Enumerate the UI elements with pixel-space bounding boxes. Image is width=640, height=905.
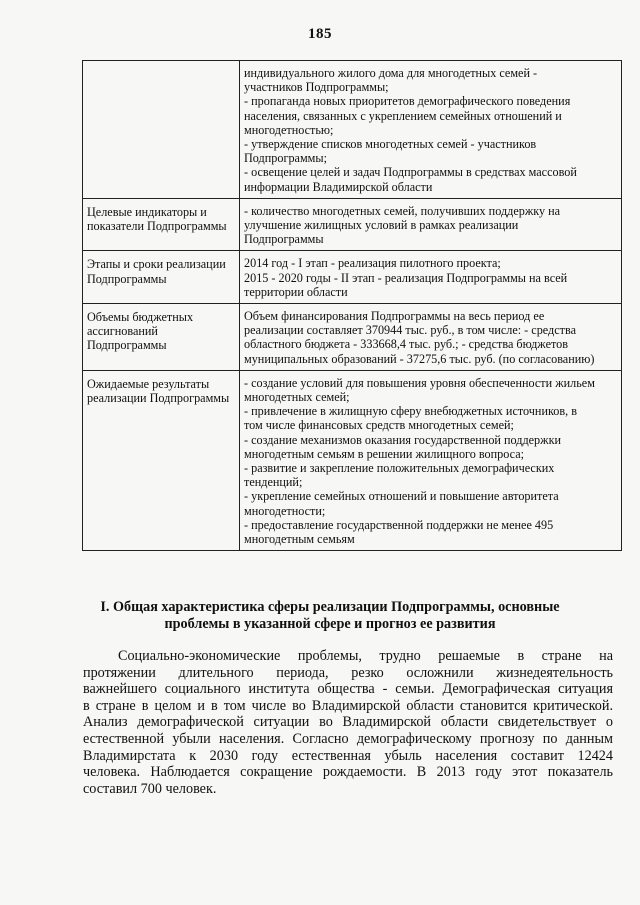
paragraph-line: естественной убыли населения. Согласно демографическому прогнозу по данным xyxy=(83,730,613,747)
row-content xyxy=(240,251,622,304)
label-line: реализации Подпрограммы xyxy=(87,391,230,406)
content-line: - развитие и закрепление положительных демографических xyxy=(244,461,555,476)
content-line: тенденций; xyxy=(244,475,303,490)
content-line: - предоставление государственной поддержки не менее 495 xyxy=(244,517,554,532)
section-heading xyxy=(60,599,600,633)
content-line: информации Владимирской области xyxy=(244,179,433,194)
label-line: Ожидаемые результаты xyxy=(87,376,210,391)
content-line: многодетностью; xyxy=(244,122,334,137)
heading-line: I. Общая характеристика сферы реализации Подпрограммы, основные xyxy=(100,599,560,615)
paragraph-line: Владимирстата к 2030 году естественная убыль населения составит 12424 xyxy=(83,747,613,764)
content-line: муниципальных образований - 37275,6 тыс. руб. (по согласованию) xyxy=(244,351,595,366)
table-row xyxy=(83,370,622,550)
label-line: показатели Подпрограммы xyxy=(87,219,227,234)
content-line: - создание условий для повышения уровня обеспеченности жильем xyxy=(244,375,595,390)
subprogram-passport-table xyxy=(82,60,622,551)
content-line: территории области xyxy=(244,284,348,299)
body-paragraph xyxy=(83,648,613,797)
content-line: том числе финансовых средств многодетных семей; xyxy=(244,418,514,433)
content-line: - освещение целей и задач Подпрограммы в средствах массовой xyxy=(244,165,577,180)
content-line: многодетных семей; xyxy=(244,390,350,405)
content-line: реализации составляет 370944 тыс. руб., в том числе: - средства xyxy=(244,323,576,338)
content-line: населения, связанных с укреплением семейных отношений и xyxy=(244,108,562,123)
paragraph-line: важнейшего социального института общества - семьи. Демографическая ситуация xyxy=(83,681,613,698)
label-line: Подпрограммы xyxy=(87,338,167,353)
row-label xyxy=(83,251,240,304)
row-label xyxy=(83,304,240,371)
content-line: Подпрограммы; xyxy=(244,151,327,166)
row-label xyxy=(83,370,240,550)
content-line: - количество многодетных семей, получивших поддержку на xyxy=(244,203,561,218)
content-line: - укрепление семейных отношений и повышение авторитета xyxy=(244,489,559,504)
heading-line: проблемы в указанной сфере и прогноз ее развития xyxy=(164,616,496,632)
content-line: областного бюджета - 333668,4 тыс. руб.; - средства бюджетов xyxy=(244,337,568,352)
content-line: многодетности; xyxy=(244,503,326,518)
label-line: Подпрограммы xyxy=(87,271,167,286)
table-row xyxy=(83,198,622,251)
label-line: Объемы бюджетных xyxy=(87,310,194,325)
content-line: Объем финансирования Подпрограммы на весь период ее xyxy=(244,309,545,324)
table-row xyxy=(83,61,622,199)
label-line: Целевые индикаторы и xyxy=(87,204,207,219)
content-line: многодетным семьям в решении жилищного вопроса; xyxy=(244,446,525,461)
page-number: 185 xyxy=(308,26,332,42)
row-label xyxy=(83,61,240,199)
table-row xyxy=(83,251,622,304)
content-line: 2015 - 2020 годы - II этап - реализация Подпрограммы на всей xyxy=(244,270,568,285)
content-line: улучшение жилищных условий в рамках реализации xyxy=(244,218,519,233)
paragraph-line: в стране в целом и в том числе во Владимирской области становится критической. xyxy=(83,697,613,714)
table-row xyxy=(83,304,622,371)
paragraph-line: составил 700 человек. xyxy=(83,780,217,797)
paragraph-line: протяжении длительного периода, резко осложнили жизнедеятельность xyxy=(83,664,613,681)
paragraph-line: Социально-экономические проблемы, трудно решаемые в стране на xyxy=(118,648,613,664)
content-line: - привлечение в жилищную сферу внебюджетных источников, в xyxy=(244,404,577,419)
content-line: многодетным семьям xyxy=(244,532,355,547)
content-line: индивидуального жилого дома для многодетных семей - xyxy=(244,66,538,80)
content-line: участников Подпрограммы; xyxy=(244,80,389,95)
row-content xyxy=(240,370,622,550)
paragraph-line: человека. Наблюдается сокращение рождаемости. В 2013 году этот показатель xyxy=(83,764,613,781)
row-label xyxy=(83,198,240,251)
row-content xyxy=(240,304,622,371)
label-line: Этапы и сроки реализации xyxy=(87,257,226,272)
row-content xyxy=(240,198,622,251)
row-content xyxy=(240,61,622,199)
content-line: - утверждение списков многодетных семей - участников xyxy=(244,137,537,152)
label-line: ассигнований xyxy=(87,324,158,339)
content-line: - пропаганда новых приоритетов демографического поведения xyxy=(244,94,571,109)
content-line: Подпрограммы xyxy=(244,232,324,247)
paragraph-line: Анализ демографической ситуации во Владимирской области свидетельствует о xyxy=(83,714,613,731)
content-line: - создание механизмов оказания государственной поддержки xyxy=(244,432,562,447)
content-line: 2014 год - I этап - реализация пилотного проекта; xyxy=(244,256,501,271)
